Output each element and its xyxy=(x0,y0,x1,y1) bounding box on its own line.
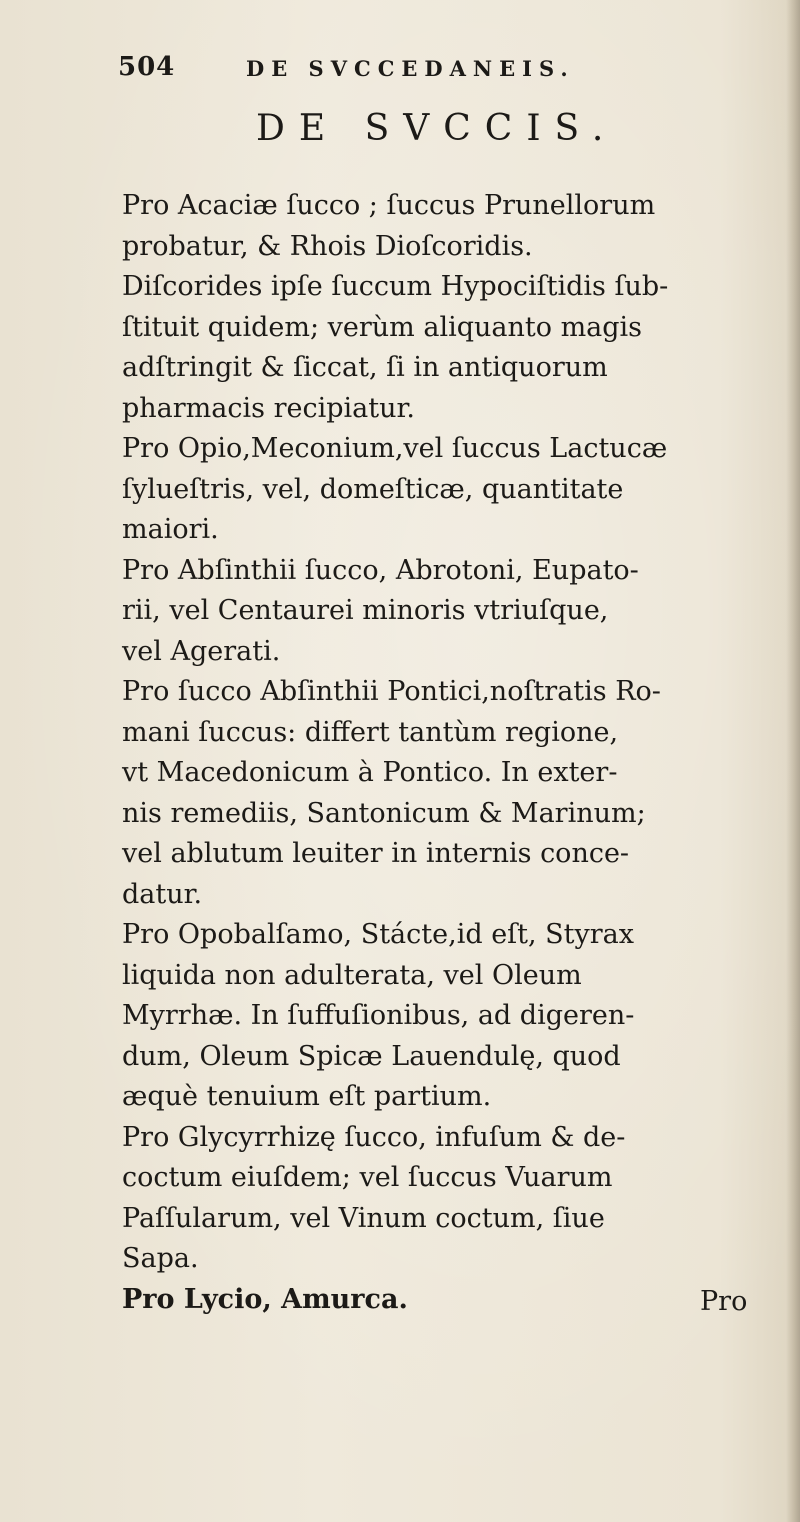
entry-line: adſtringit & ſiccat, ſi in antiquorum xyxy=(122,352,608,383)
entry-line: Diſcorides ipſe ſuccum Hypociſtidis ſub- xyxy=(122,271,669,302)
entry-line: mani ſuccus: differt tantùm regione, xyxy=(122,716,619,748)
entry-line: Pro Lycio, Amurca. xyxy=(122,1283,408,1315)
page-edge-shadow xyxy=(786,0,800,1522)
entry-line: Pro Opio,Meconium,vel ſuccus Lactucæ xyxy=(122,433,668,464)
entry xyxy=(122,1280,762,1321)
entry xyxy=(122,267,762,429)
entry-line: ſtituit quidem; verùm aliquanto magis xyxy=(122,311,643,343)
entry-line: vel Agerati. xyxy=(122,635,281,667)
entry-line: Pro Glycyrrhizę ſucco, infuſum & de- xyxy=(122,1121,626,1153)
section-heading: DE SVCCIS. xyxy=(256,108,618,149)
entry-line: datur. xyxy=(122,878,203,910)
entry xyxy=(122,429,762,551)
entry-line: dum, Oleum Spicæ Lauendulę, quod xyxy=(122,1040,621,1072)
entry-line: coctum eiuſdem; vel ſuccus Vuarum xyxy=(122,1162,613,1193)
entry-line: Sapa. xyxy=(122,1243,199,1274)
entry-line: Myrrhæ. In ſuffuſionibus, ad digeren- xyxy=(122,1000,635,1031)
entry-line: Pro ſucco Abſinthii Pontici,noſtratis Ro- xyxy=(122,676,661,707)
running-title: DE SVCCEDANEIS. xyxy=(246,56,575,81)
entry-line: Pro Abſinthii ſucco, Abrotoni, Eupato- xyxy=(122,554,639,586)
entry-line: vel ablutum leuiter in internis conce- xyxy=(122,838,630,869)
entry xyxy=(122,186,762,267)
entry-line: maiori. xyxy=(122,514,219,545)
entry-line: liquida non adulterata, vel Oleum xyxy=(122,959,582,991)
entry-line: æquè tenuium eſt partium. xyxy=(122,1081,492,1112)
entry xyxy=(122,915,762,1118)
running-head xyxy=(118,52,638,92)
entry xyxy=(122,1118,762,1280)
page-number: 504 xyxy=(118,52,176,82)
entry xyxy=(122,551,762,673)
entry-line: vt Macedonicum à Pontico. In exter- xyxy=(122,757,618,788)
entry xyxy=(122,672,762,915)
entry-line: Pro Acaciæ ſucco ; ſuccus Prunellorum xyxy=(122,190,656,221)
entry-list xyxy=(122,186,762,1320)
entry-line: pharmacis recipiatur. xyxy=(122,392,415,424)
entry-line: ſylueſtris, vel, domeſticæ, quantitate xyxy=(122,473,624,505)
entry-line: rii, vel Centaurei minoris vtriuſque, xyxy=(122,595,609,626)
entry-line: Paſſularum, vel Vinum coctum, ſiue xyxy=(122,1202,605,1234)
entry-line: nis remediis, Santonicum & Marinum; xyxy=(122,797,646,829)
entry-line: Pro Opobalſamo, Stácte,id eſt, Styrax xyxy=(122,919,635,950)
entry-line: probatur, & Rhois Dioſcoridis. xyxy=(122,230,533,262)
catchword: Pro xyxy=(700,1286,748,1317)
